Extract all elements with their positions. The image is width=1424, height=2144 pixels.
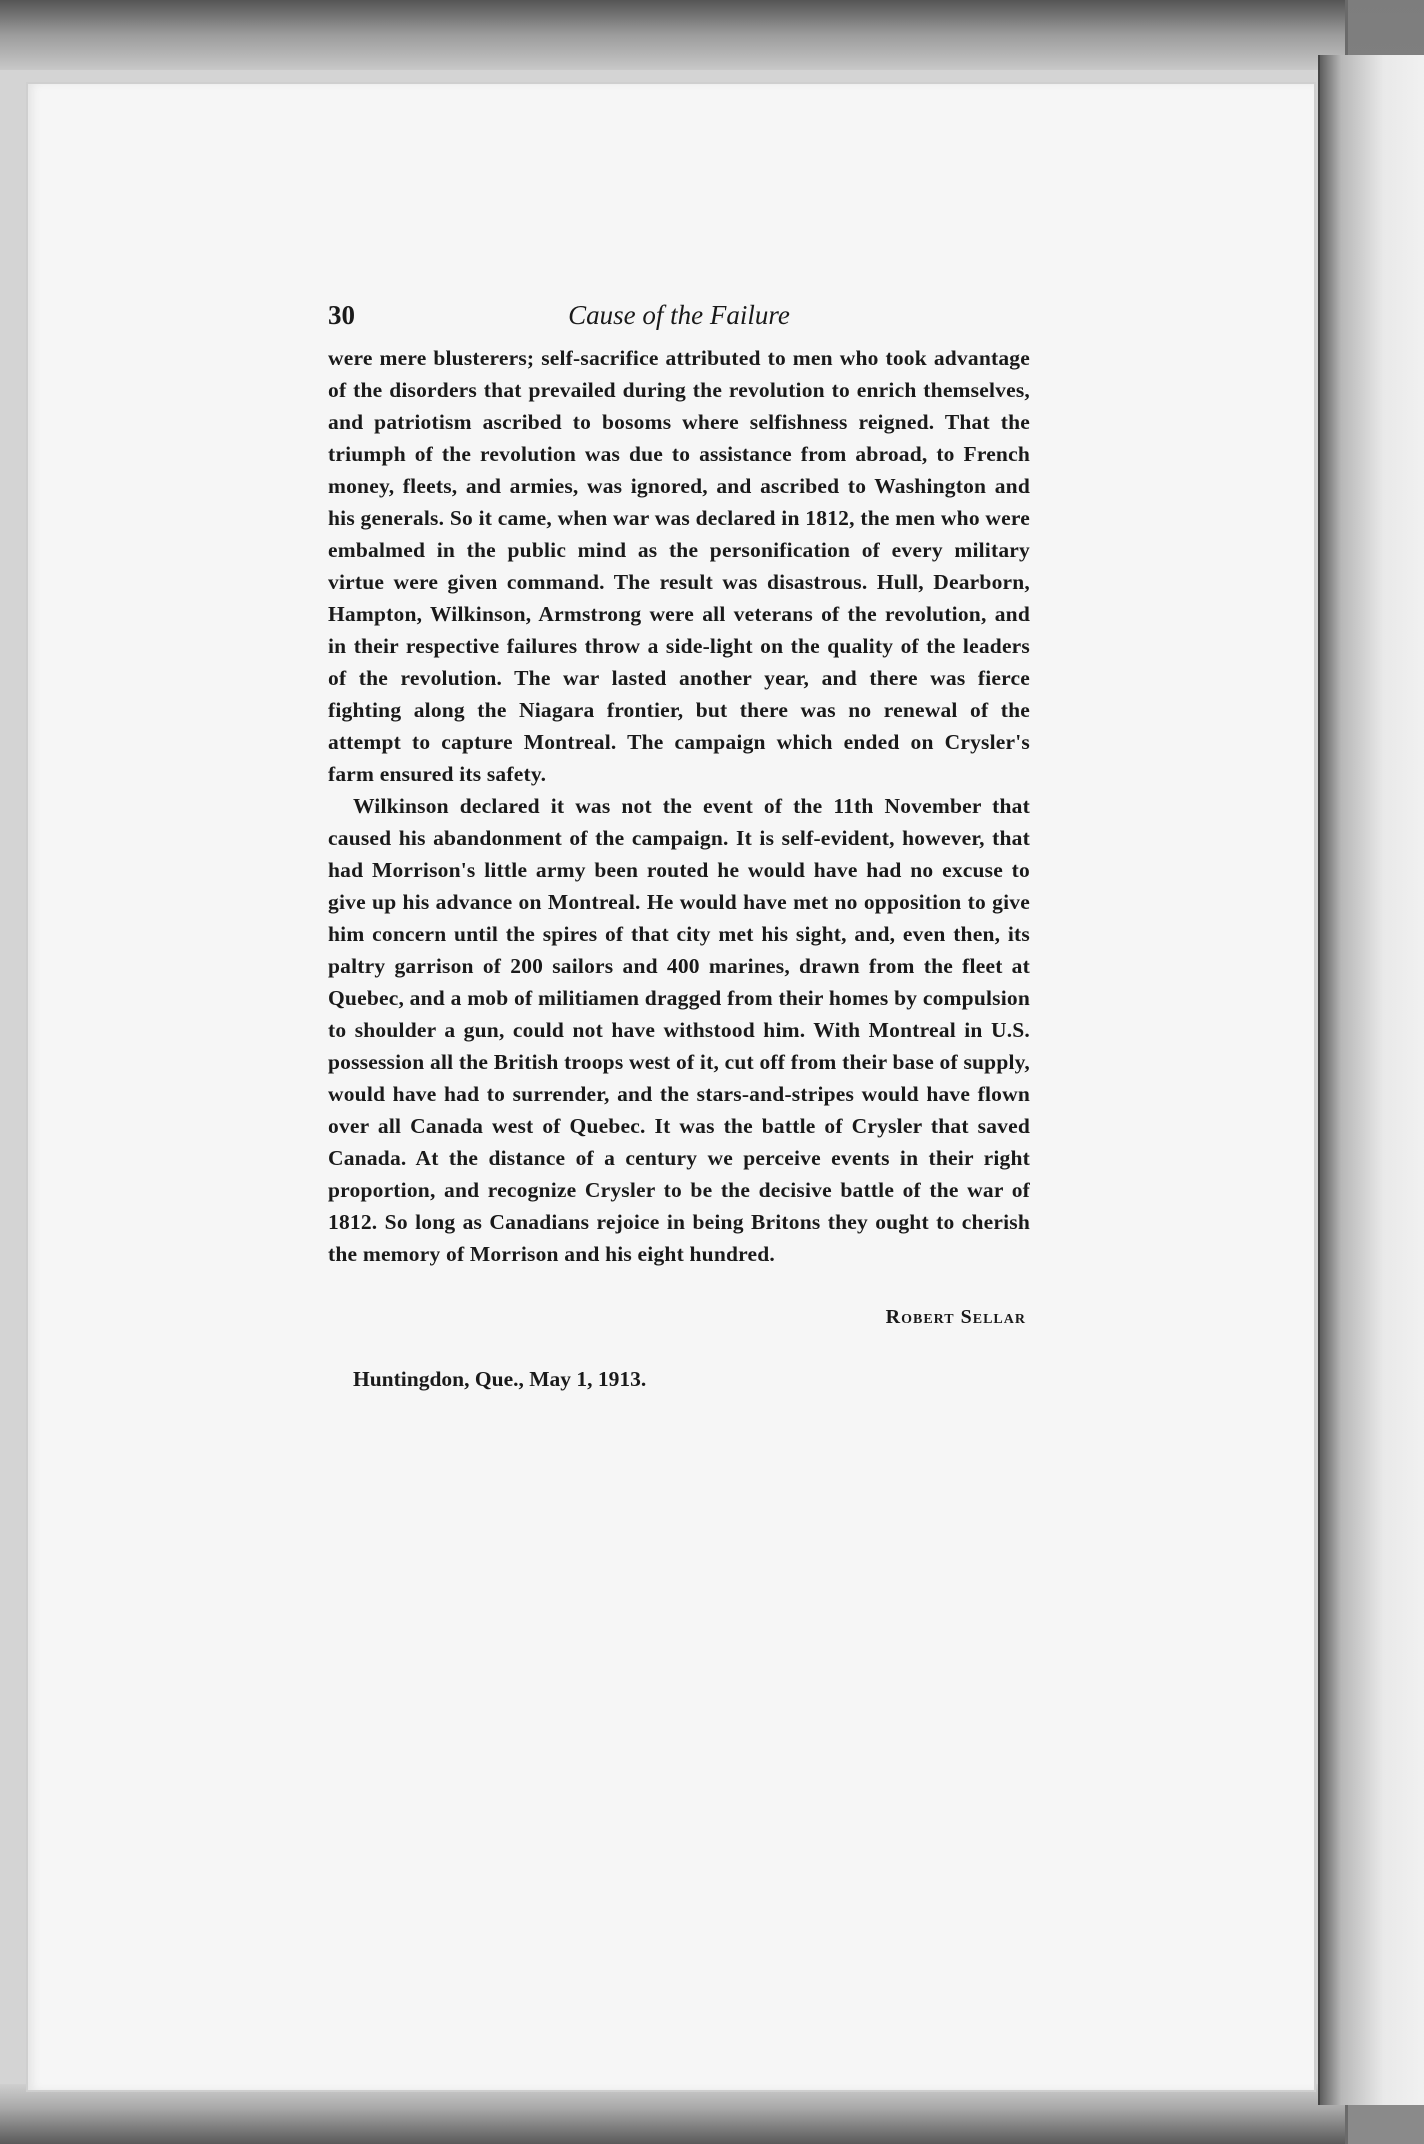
author-signature: Robert Sellar xyxy=(885,1306,1026,1328)
running-head xyxy=(328,300,1030,340)
dateline: Huntingdon, Que., May 1, 1913. xyxy=(353,1367,647,1391)
body-paragraph-1: were mere blusterers; self-sacrifice attributed to men who took advantage of the disorders that prevailed during the revolution to enrich themselves, and patriotism ascribed to bosoms where selfishness reigned. That the triumph of the revolution was due to assistance from abroad, to French money, fleets, and armies, was ignored, and ascribed to Washington and his generals. So it came, when war was declared in 1812, the men who were embalmed in the public mind as the personification of every military virtue were given command. The result was disastrous. Hull, Dearborn, Hampton, Wilkinson, Armstrong were all veterans of the revolution, and in their respective failures throw a side-light on the quality of the leaders of the revolution. The war lasted another year, and there was fierce fighting along the Niagara frontier, but there was no renewal of the attempt to capture Montreal. The campaign which ended on Crysler's farm ensured its safety. xyxy=(328,346,1030,786)
body-paragraph-2: Wilkinson declared it was not the event of the 11th November that caused his abandonment of the campaign. It is self-evident, however, that had Morrison's little army been routed he would have had no excuse to give up his advance on Montreal. He would have met no opposition to give him concern until the spires of that city met his sight, and, even then, its paltry garrison of 200 sailors and 400 marines, drawn from the fleet at Quebec, and a mob of militiamen dragged from their homes by compulsion to shoulder a gun, could not have withstood him. With Montreal in U.S. possession all the British troops west of it, cut off from their base of supply, would have had to surrender, and the stars-and-stripes would have flown over all Canada west of Quebec. It was the battle of Crysler that saved Canada. At the distance of a century we perceive events in their right proportion, and recognize Crysler to be the decisive battle of the war of 1812. So long as Canadians rejoice in being Britons they ought to cherish the memory of Morrison and his eight hundred. xyxy=(328,794,1030,1266)
page-number: 30 xyxy=(328,300,355,330)
page-text-block xyxy=(328,300,1030,1392)
running-title: Cause of the Failure xyxy=(568,300,790,330)
facing-page-edge xyxy=(1318,55,1424,2105)
